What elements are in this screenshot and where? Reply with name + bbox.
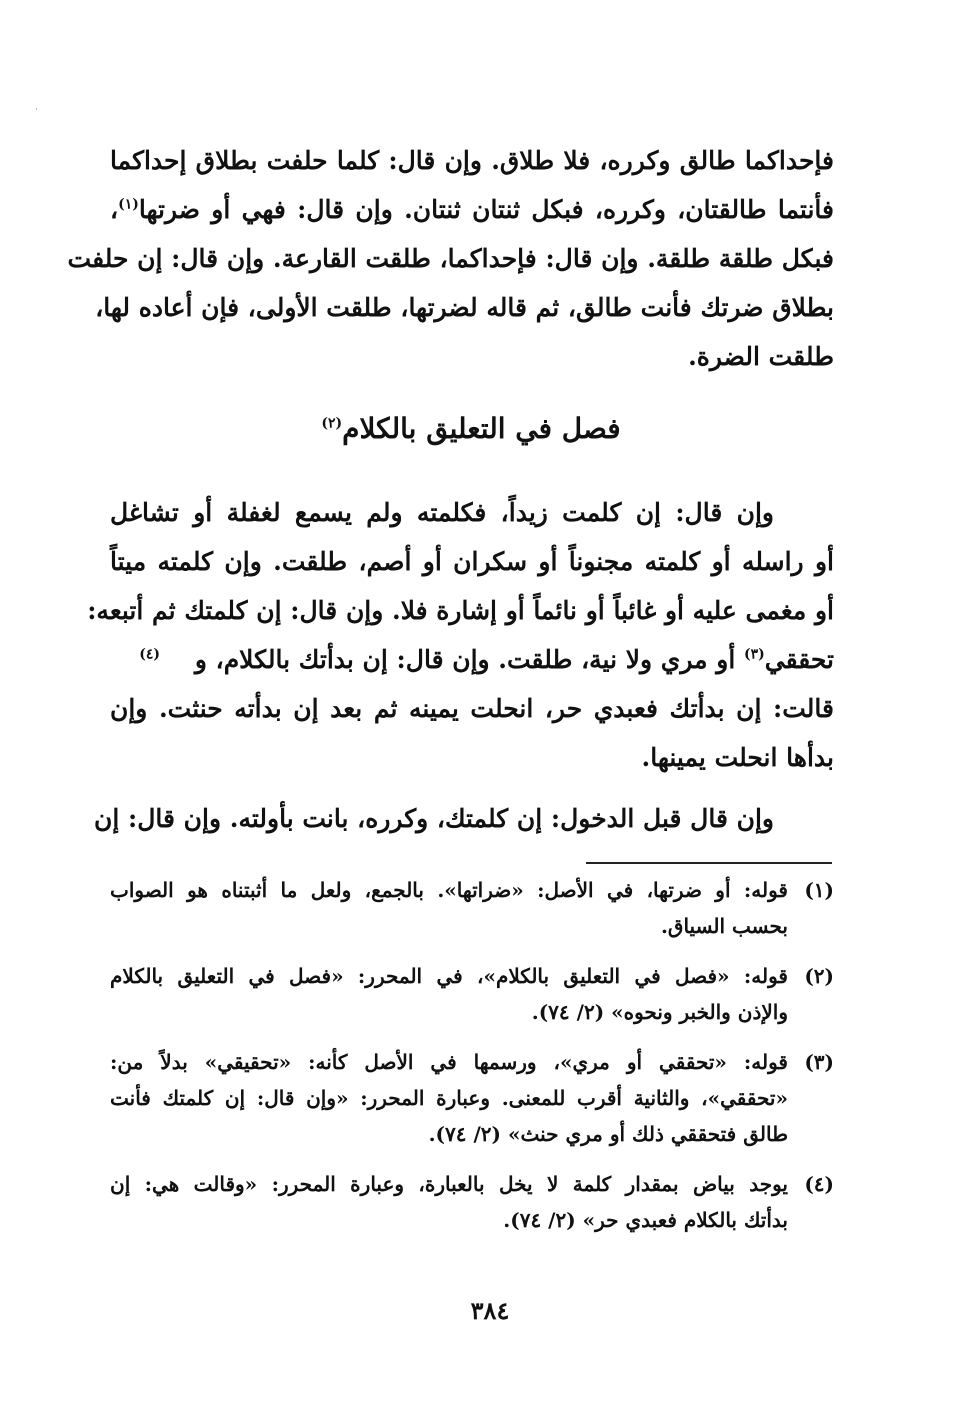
text-line (110, 637, 834, 683)
footnote-line: قوله: «فصل في التعليق بالكلام»، في المحرر: «فصل في التعليق بالكلام (110, 964, 788, 988)
footnote-number: (٢) (804, 964, 834, 988)
footnote-number: (٣) (804, 1050, 834, 1074)
text-line: أو مغمى عليه أو غائباً أو نائماً أو إشارة فلا. وإن قال: إن كلمتك ثم أتبعه: (87, 596, 834, 625)
text-segment: أو مري ولا نية، طلقت. وإن قال: إن بدأتك بالكلام، و (194, 645, 736, 674)
footnote-separator (586, 862, 832, 864)
footnote-line: طالق فتحققي ذلك أو مري حنث» (٢/ ٧٤). (428, 1122, 788, 1146)
footnote-number: (١) (804, 878, 834, 902)
footnote-ref-1: (١) (118, 196, 139, 213)
text-line: قالت: إن بدأتك فعبدي حر، انحلت يمينه ثم بعد إن بدأته حنثت. وإن (110, 694, 834, 723)
text-segment: ، (110, 195, 119, 224)
paragraph-2 (87, 490, 834, 780)
footnote-number: (٤) (804, 1172, 834, 1196)
page-number: ٣٨٤ (470, 1296, 510, 1325)
footnote-line: بحسب السياق. (660, 914, 788, 938)
footnote-line: بدأتك بالكلام فعبدي حر» (٢/ ٧٤). (503, 1208, 788, 1232)
text-line: وإن قال قبل الدخول: إن كلمتك، وكرره، بانت بأولته. وإن قال: إن (94, 804, 774, 833)
text-line: بدأها انحلت يمينها. (641, 743, 834, 772)
text-line: وإن قال: إن كلمت زيداً، فكلمته ولم يسمع لغفلة أو تشاغل (110, 498, 774, 527)
text-segment: فأنتما طالقتان، وكرره، فبكل ثنتان ثنتان. وإن قال: فهي أو ضرتها (138, 195, 834, 224)
heading-text: فصل في التعليق بالكلام (342, 412, 621, 445)
section-heading (110, 412, 832, 445)
paragraph-1 (67, 138, 834, 378)
footnote-line: «تحققي»، والثانية أقرب للمعنى. وعبارة المحرر: «وإن قال: إن كلمتك فأنت (110, 1086, 788, 1110)
text-line: بطلاق ضرتك فأنت طالق، ثم قاله لضرتها، طلقت الأولى، فإن أعاده لها، (95, 293, 834, 322)
text-line: أو راسله أو كلمته مجنوناً أو سكران أو أصم، طلقت. وإن كلمته ميتاً (110, 547, 834, 576)
text-line: فبكل طلقة طلقة. وإن قال: فإحداكما، طلقت القارعة. وإن قال: إن حلفت (67, 244, 834, 273)
footnote-line: قوله: أو ضرتها، في الأصل: «ضراتها». بالجمع، ولعل ما أثبتناه هو الصواب (110, 878, 788, 902)
scan-mark (36, 108, 37, 110)
footnote-line: والإذن والخبر ونحوه» (٢/ ٧٤). (531, 1000, 788, 1024)
footnote-ref-2: (٢) (321, 415, 343, 432)
paragraph-3 (94, 796, 834, 842)
footnote-line: يوجد بياض بمقدار كلمة لا يخل بالعبارة، وعبارة المحرر: «وقالت هي: إن (110, 1172, 788, 1196)
text-line (110, 187, 834, 233)
footnote-ref-4: (٤) (139, 646, 161, 663)
footnote-ref-3: (٣) (743, 646, 765, 663)
footnotes (110, 874, 834, 1254)
footnote-line: قوله: «تحققي أو مري»، ورسمها في الأصل كأنه: «تحقيقي» بدلاً من: (110, 1050, 788, 1074)
text-line: فإحداكما طالق وكرره، فلا طلاق. وإن قال: كلما حلفت بطلاق إحداكما (110, 146, 834, 175)
text-segment: تحققي (764, 645, 834, 674)
text-line: طلقت الضرة. (688, 342, 834, 371)
